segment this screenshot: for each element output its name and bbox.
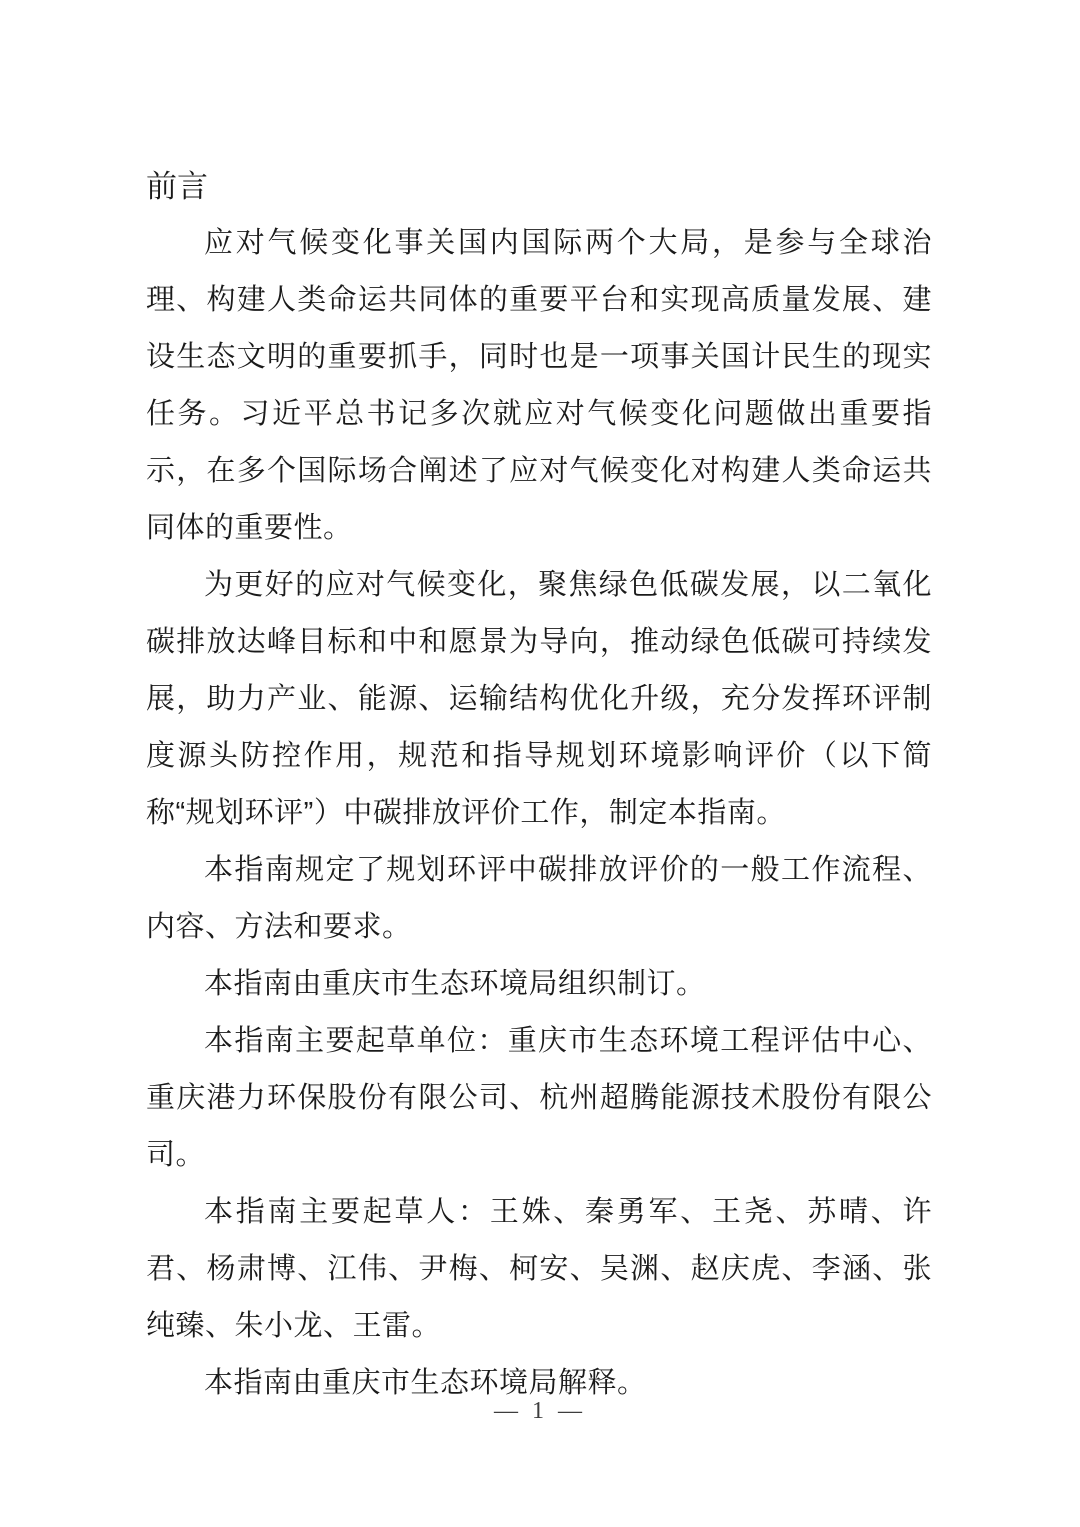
paragraph-interpretation: 本指南由重庆市生态环境局解释。 [204,1367,647,1399]
paragraph-organizer: 本指南由重庆市生态环境局组织制订。 [204,968,706,1000]
page-footer [0,1398,1080,1425]
paragraph-intro-climate: 应对气候变化事关国内国际两个大局，是参与全球治理、构建人类命运共同体的重要平台和实现高质量发展、建设生态文明的重要抓手，同时也是一项事关国计民生的现实任务。习近平总书记多次就应对气候变化问题做出重要指示，在多个国际场合阐述了应对气候变化对构建人类命运共同体的重要性。 [146,227,932,544]
page-title: 前言 [146,169,208,204]
paragraph-purpose: 为更好的应对气候变化，聚焦绿色低碳发展，以二氧化碳排放达峰目标和中和愿景为导向，推动绿色低碳可持续发展，助力产业、能源、运输结构优化升级，充分发挥环评制度源头防控作用，规范和指导规划环境影响评价（以下简称“规划环评”）中碳排放评价工作，制定本指南。 [146,569,932,829]
paragraph-scope: 本指南规定了规划环评中碳排放评价的一般工作流程、内容、方法和要求。 [146,854,932,943]
paragraph-drafters: 本指南主要起草人：王姝、秦勇军、王尧、苏晴、许君、杨肃博、江伟、尹梅、柯安、吴渊、赵庆虎、李涵、张纯臻、朱小龙、王雷。 [146,1196,932,1342]
page-number: — 1 — [494,1398,586,1424]
document-content [146,158,932,1412]
paragraph-drafting-units: 本指南主要起草单位：重庆市生态环境工程评估中心、重庆港力环保股份有限公司、杭州超腾能源技术股份有限公司。 [146,1025,932,1171]
